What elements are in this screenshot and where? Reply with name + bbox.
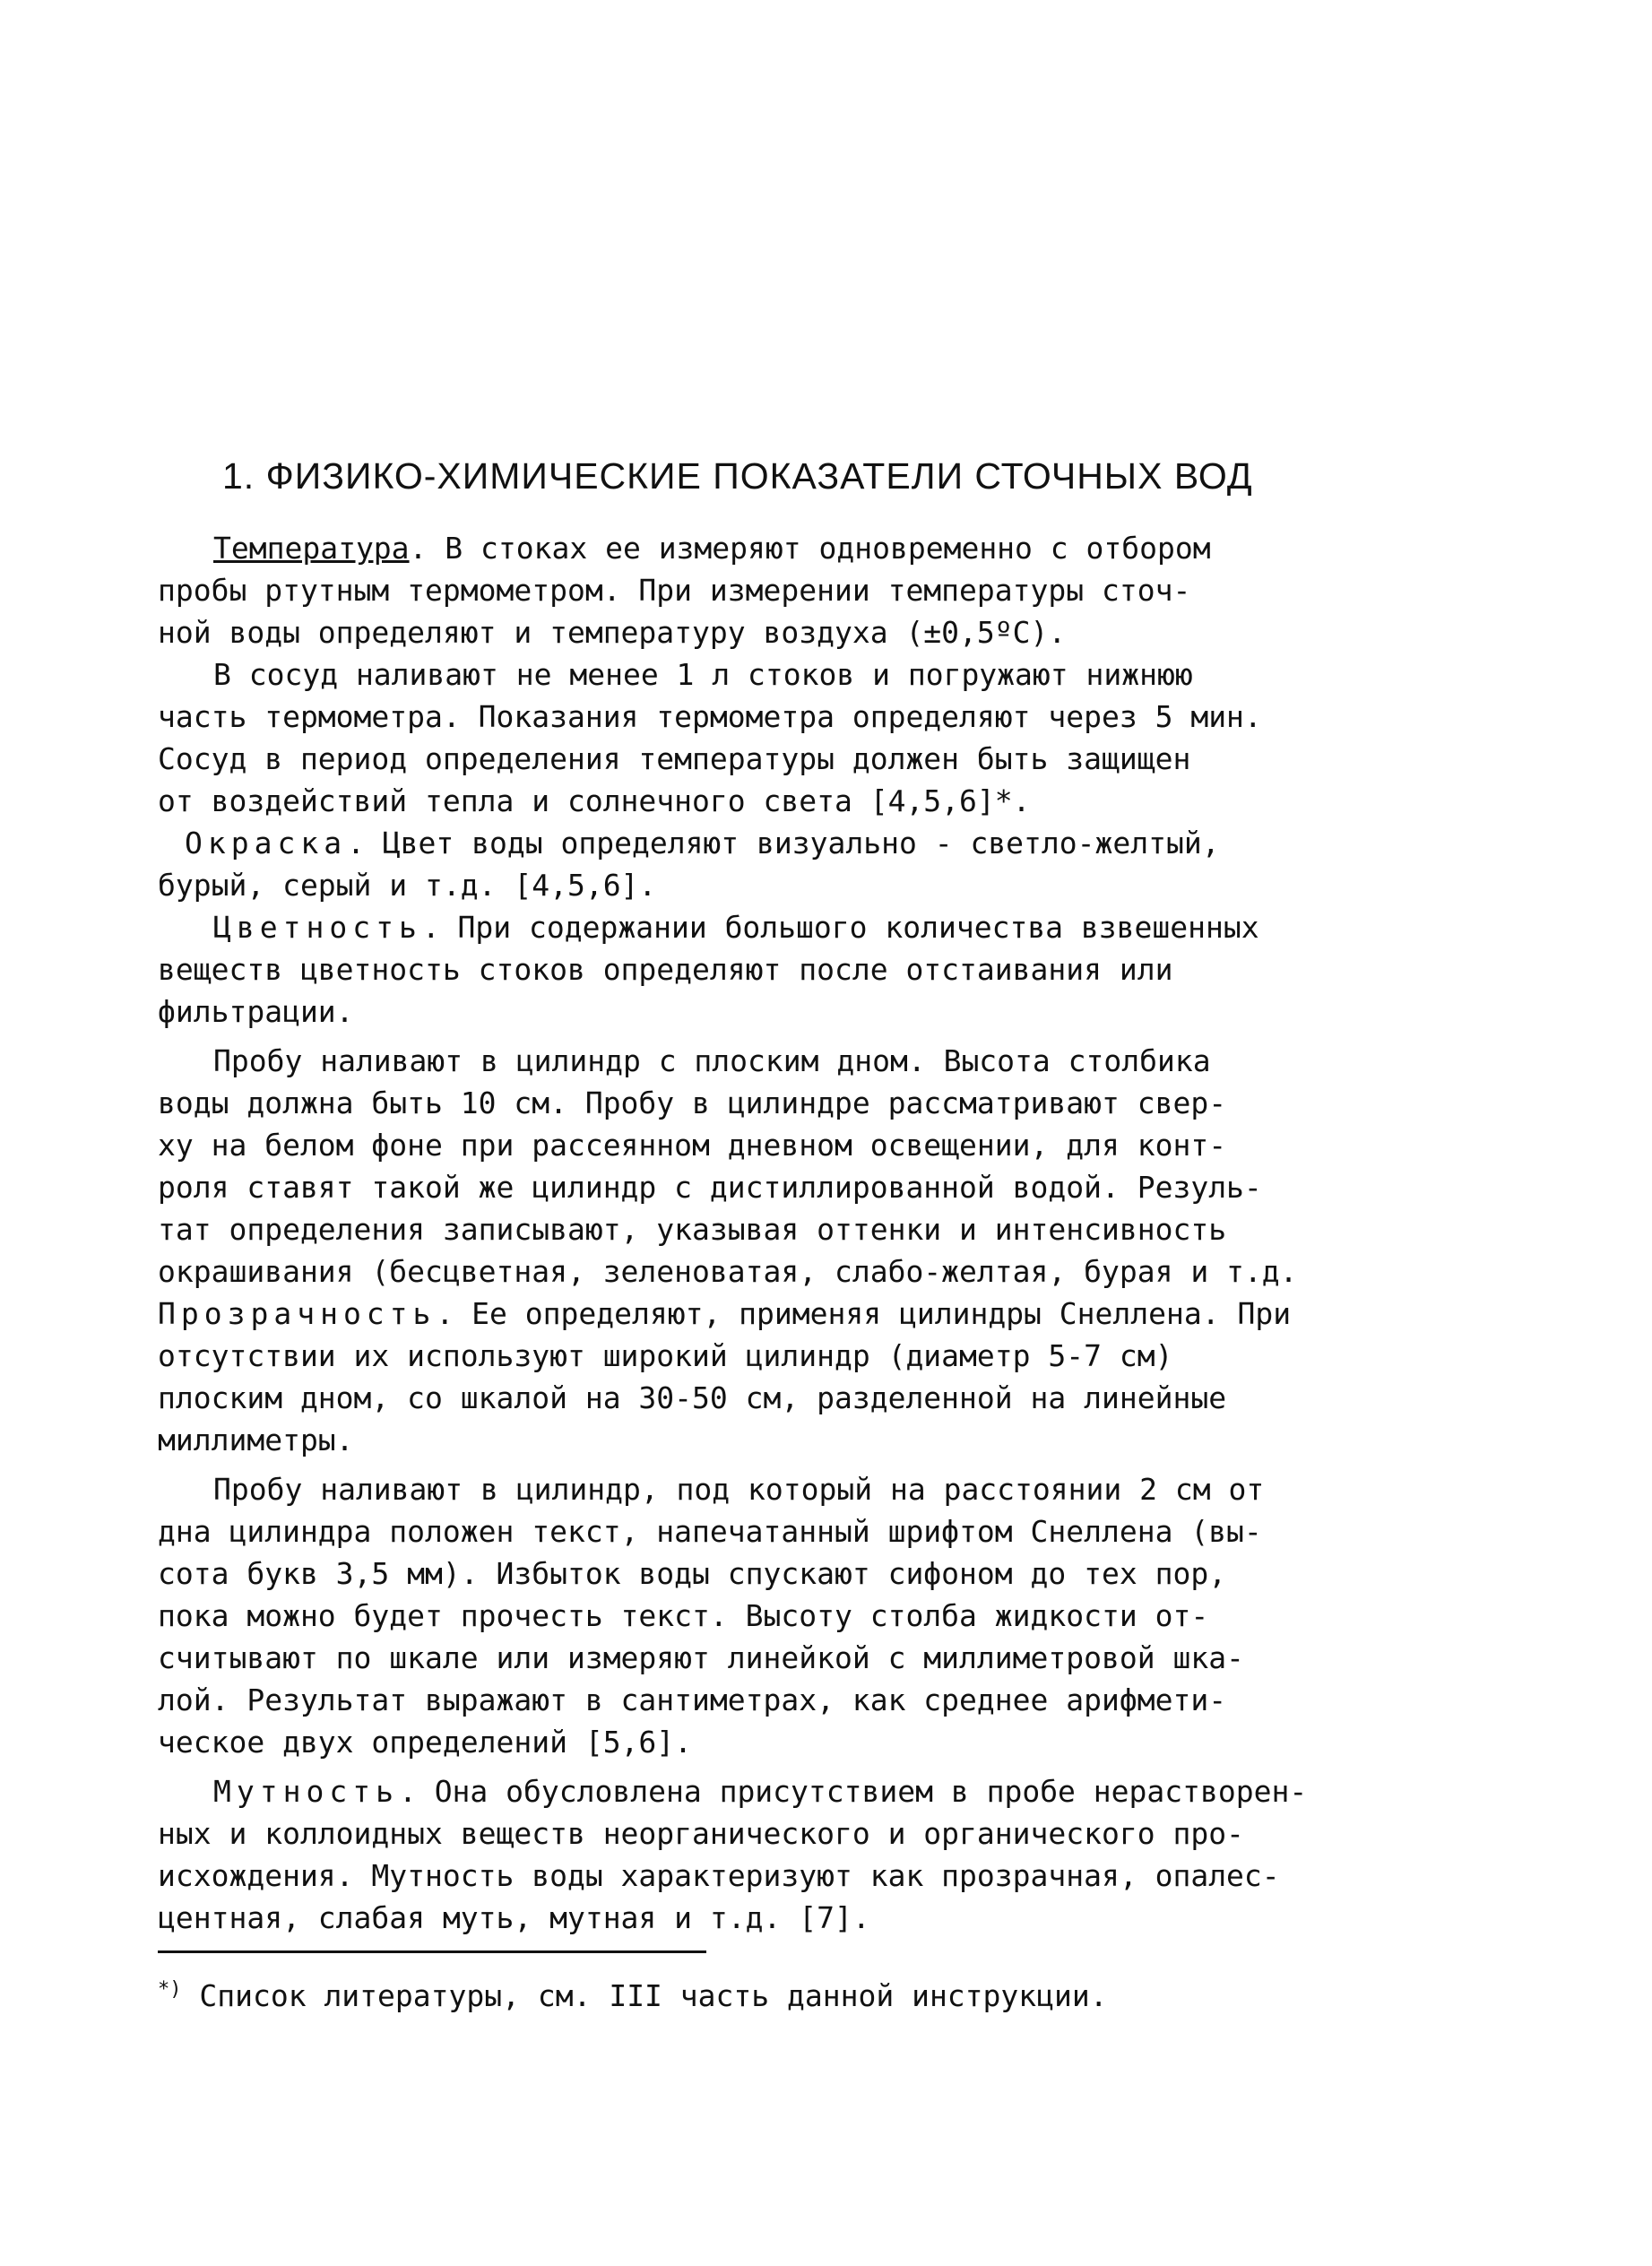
paragraph-turbidity-line: Мутность. Она обусловлена присутствием в пробе нерастворен- — [213, 1774, 1308, 1809]
text-line: ческое двух определений [5,6]. — [158, 1725, 693, 1760]
term-transparency: Прозрачность — [158, 1296, 437, 1331]
text-line: миллиметры. — [158, 1423, 354, 1457]
text-line: лой. Результат выражают в сантиметрах, как среднее арифмети- — [158, 1682, 1227, 1717]
term-color: Окраска — [185, 826, 348, 861]
text-line: сота букв 3,5 мм). Избыток воды спускают сифоном до тех пор, — [158, 1556, 1227, 1591]
text-line: Сосуд в период определения температуры должен быть защищен — [158, 741, 1191, 776]
body-text — [158, 527, 1359, 1939]
term-turbidity: Мутность — [213, 1774, 399, 1809]
text-line: роля ставят такой же цилиндр с дистиллированной водой. Резуль- — [158, 1170, 1262, 1205]
text-line: исхождения. Мутность воды характеризуют как прозрачная, опалес- — [158, 1858, 1280, 1893]
footnote-divider — [158, 1950, 706, 1953]
section-heading: 1. ФИЗИКО-ХИМИЧЕСКИЕ ПОКАЗАТЕЛИ СТОЧНЫХ ВОД — [222, 455, 1253, 497]
text-line: пробы ртутным термометром. При измерении температуры сточ- — [158, 573, 1191, 608]
text-line: окрашивания (бесцветная, зеленоватая, слабо-желтая, бурая и т.д. — [158, 1254, 1298, 1289]
text-line: тат определения записывают, указывая оттенки и интенсивность — [158, 1212, 1227, 1247]
text-line: бурый, серый и т.д. [4,5,6]. — [158, 868, 657, 903]
footnote-text: Список литературы, см. III часть данной инструкции. — [181, 1978, 1108, 2013]
text-line: ху на белом фоне при рассеянном дневном освещении, для конт- — [158, 1128, 1227, 1163]
paragraph-chromaticity-line: Цветность. При содержании большого количества взвешенных — [213, 910, 1259, 945]
text-line: считывают по шкале или измеряют линейкой с миллиметровой шка- — [158, 1640, 1244, 1675]
text-line: от воздействий тепла и солнечного света [4,5,6]*. — [158, 783, 1031, 818]
text-line: ной воды определяют и температуру воздуха (±0,5ºС). — [158, 615, 1067, 650]
paragraph-transparency-line: Прозрачность. Ее определяют, применяя цилиндры Снеллена. При — [158, 1296, 1292, 1331]
text-line: фильтрации. — [158, 994, 354, 1029]
footnote — [158, 1968, 1108, 2017]
text-line: пока можно будет прочесть текст. Высоту столба жидкости от- — [158, 1598, 1209, 1633]
text-line: центная, слабая муть, мутная и т.д. [7]. — [158, 1900, 870, 1935]
text-line: плоским дном, со шкалой на 30-50 см, разделенной на линейные — [158, 1380, 1227, 1415]
text-line: веществ цветность стоков определяют после отстаивания или — [158, 952, 1173, 987]
term-temperature: Температура — [213, 531, 410, 566]
text-line: отсутствии их используют широкий цилиндр (диаметр 5-7 см) — [158, 1338, 1173, 1373]
text-line: В сосуд наливают не менее 1 л стоков и погружают нижнюю — [213, 657, 1193, 692]
text-line: часть термометра. Показания термометра определяют через 5 мин. — [158, 699, 1262, 734]
footnote-mark: *) — [158, 1978, 182, 2001]
text-line: воды должна быть 10 см. Пробу в цилиндре рассматривают свер- — [158, 1085, 1227, 1120]
paragraph-color-line: Окраска. Цвет воды определяют визуально - светло-желтый, — [185, 826, 1220, 861]
text-line: Пробу наливают в цилиндр, под который на расстоянии 2 см от — [213, 1472, 1265, 1507]
text-line: ных и коллоидных веществ неорганического и органического про- — [158, 1816, 1244, 1851]
text-line: дна цилиндра положен текст, напечатанный шрифтом Снеллена (вы- — [158, 1514, 1262, 1549]
text-line: Пробу наливают в цилиндр с плоским дном. Высота столбика — [213, 1043, 1211, 1078]
term-chromaticity: Цветность — [213, 910, 422, 945]
paragraph-temperature-line: Температура. В стоках ее измеряют одновременно с отбором — [213, 531, 1211, 566]
